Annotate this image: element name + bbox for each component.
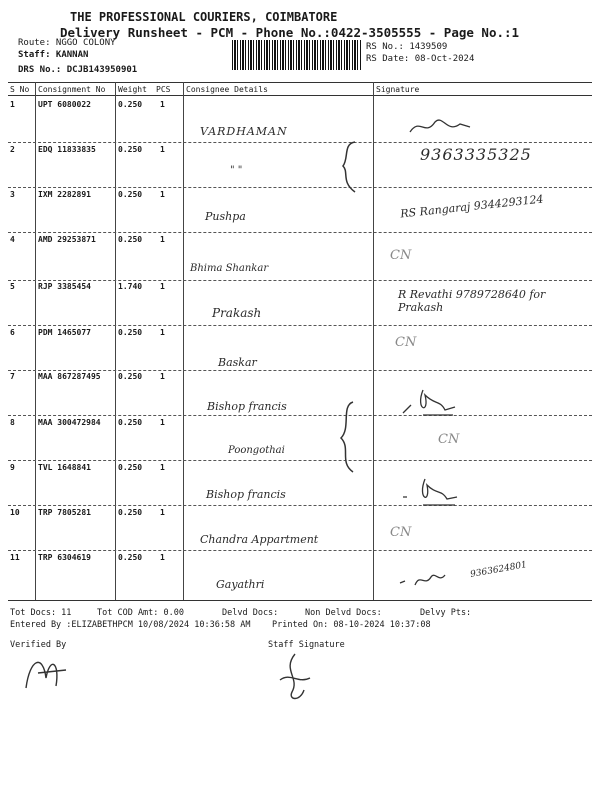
row-weight: 0.250: [118, 418, 143, 427]
row-consignment-no: RJP 3385454: [38, 282, 91, 291]
row-weight: 0.250: [118, 372, 143, 381]
tot-cod-amt: Tot COD Amt: 0.00: [97, 608, 184, 618]
row-sno: 11: [10, 553, 20, 562]
delvd-docs: Delvd Docs:: [222, 608, 279, 618]
row-pcs: 1: [160, 418, 165, 427]
table-bottom-border: [8, 600, 592, 601]
verifier-signature: [18, 648, 78, 693]
cn-mark: CN: [390, 525, 412, 540]
row-pcs: 1: [160, 282, 165, 291]
row-pcs: 1: [160, 235, 165, 244]
col-divider: [183, 82, 184, 600]
row-pcs: 1: [160, 100, 165, 109]
row-separator: [8, 505, 592, 506]
handwritten-consignee: VARDHAMAN: [200, 125, 288, 138]
row-consignment-no: IXM 2282891: [38, 190, 91, 199]
row-consignment-no: PDM 1465077: [38, 328, 91, 337]
barcode-image: [232, 40, 362, 70]
brace-mark: [335, 140, 365, 195]
row-consignment-no: TVL 1648841: [38, 463, 91, 472]
row-separator: [8, 415, 592, 416]
row-separator: [8, 370, 592, 371]
entered-by: Entered By :ELIZABETHPCM 10/08/2024 10:36:58 AM: [10, 620, 251, 630]
row-sno: 6: [10, 328, 15, 337]
row-pcs: 1: [160, 553, 165, 562]
col-sno: S No: [10, 85, 30, 94]
row-consignment-no: EDQ 11833835: [38, 145, 96, 154]
handwritten-consignee: Bhima Shankar: [190, 263, 269, 274]
row-weight: 0.250: [118, 235, 143, 244]
handwritten-consignee: " ": [230, 165, 243, 176]
company-title: THE PROFESSIONAL COURIERS, COIMBATORE: [70, 10, 338, 24]
runsheet-subtitle: Delivery Runsheet - PCM - Phone No.:0422-3505555 - Page No.:1: [60, 25, 520, 40]
handwritten-consignee: Gayathri: [216, 578, 265, 591]
row-consignment-no: MAA 867287495: [38, 372, 101, 381]
row-sno: 4: [10, 235, 15, 244]
row-separator: [8, 325, 592, 326]
tot-docs: Tot Docs: 11: [10, 608, 72, 618]
row-separator: [8, 142, 592, 143]
handwritten-consignee: Pushpa: [205, 210, 246, 223]
row-pcs: 1: [160, 463, 165, 472]
row-pcs: 1: [160, 328, 165, 337]
row-sno: 3: [10, 190, 15, 199]
delvy-pts: Delvy Pts:: [420, 608, 472, 618]
row-weight: 0.250: [118, 463, 143, 472]
rs-date: RS Date: 08-Oct-2024: [366, 54, 475, 64]
printed-on: Printed On: 08-10-2024 10:37:08: [272, 620, 431, 630]
row-separator: [8, 232, 592, 233]
cn-mark: CN: [395, 335, 417, 350]
row-pcs: 1: [160, 190, 165, 199]
row-pcs: 1: [160, 508, 165, 517]
handwritten-consignee: Bishop francis: [206, 488, 286, 501]
verified-by-label: Verified By: [10, 640, 67, 650]
handwritten-signature: R Revathi 9789728640 for Prakash: [398, 288, 546, 314]
col-weight: Weight: [118, 85, 147, 94]
row-consignment-no: MAA 300472984: [38, 418, 101, 427]
col-divider: [35, 82, 36, 600]
handwritten-consignee: Chandra Appartment: [200, 533, 319, 546]
row-weight: 0.250: [118, 508, 143, 517]
row-weight: 0.250: [118, 553, 143, 562]
row-consignment-no: AMD 29253871: [38, 235, 96, 244]
rs-number: RS No.: 1439509: [366, 42, 448, 52]
staff-label: Staff: KANNAN: [18, 50, 89, 60]
row-sno: 5: [10, 282, 15, 291]
handwritten-consignee: Bishop francis: [207, 400, 287, 413]
signature-scribble: [405, 112, 475, 140]
row-sno: 2: [10, 145, 15, 154]
row-separator: [8, 460, 592, 461]
row-consignment-no: TRP 7805281: [38, 508, 91, 517]
signature-scribble: [395, 475, 465, 515]
row-consignment-no: UPT 6080022: [38, 100, 91, 109]
col-divider: [373, 82, 374, 600]
signature-scribble: [395, 385, 465, 425]
row-pcs: 1: [160, 372, 165, 381]
handwritten-phone: 9363624801: [469, 560, 528, 580]
cn-mark: CN: [390, 248, 412, 263]
row-sno: 7: [10, 372, 15, 381]
col-consignee: Consignee Details: [186, 85, 268, 94]
col-signature: Signature: [376, 85, 420, 94]
route-label: Route: NGGO COLONY: [18, 38, 116, 48]
row-separator: [8, 187, 592, 188]
row-weight: 0.250: [118, 190, 143, 199]
table-header-border: [8, 95, 592, 96]
row-weight: 0.250: [118, 100, 143, 109]
drs-number: DRS No.: DCJB143950901: [18, 65, 138, 75]
row-weight: 1.740: [118, 282, 143, 291]
handwritten-signature: RS Rangaraj 9344293124: [399, 192, 545, 221]
signature-scribble: [395, 565, 465, 597]
row-separator: [8, 280, 592, 281]
staff-signature: [270, 650, 320, 705]
handwritten-phone: 9363335325: [420, 145, 532, 164]
handwritten-consignee: Baskar: [218, 356, 257, 369]
row-sno: 9: [10, 463, 15, 472]
col-divider: [115, 82, 116, 600]
staff-signature-label: Staff Signature: [268, 640, 345, 650]
handwritten-consignee: Poongothai: [228, 445, 285, 456]
row-sno: 8: [10, 418, 15, 427]
row-separator: [8, 550, 592, 551]
row-weight: 0.250: [118, 328, 143, 337]
col-consignment: Consignment No: [38, 85, 106, 94]
brace-mark: [335, 400, 365, 475]
non-delvd-docs: Non Delvd Docs:: [305, 608, 382, 618]
row-sno: 1: [10, 100, 15, 109]
col-pcs: PCS: [156, 85, 171, 94]
row-pcs: 1: [160, 145, 165, 154]
row-sno: 10: [10, 508, 20, 517]
row-weight: 0.250: [118, 145, 143, 154]
row-consignment-no: TRP 6304619: [38, 553, 91, 562]
cn-mark: CN: [438, 432, 460, 447]
handwritten-consignee: Prakash: [212, 306, 262, 320]
table-top-border: [8, 82, 592, 83]
